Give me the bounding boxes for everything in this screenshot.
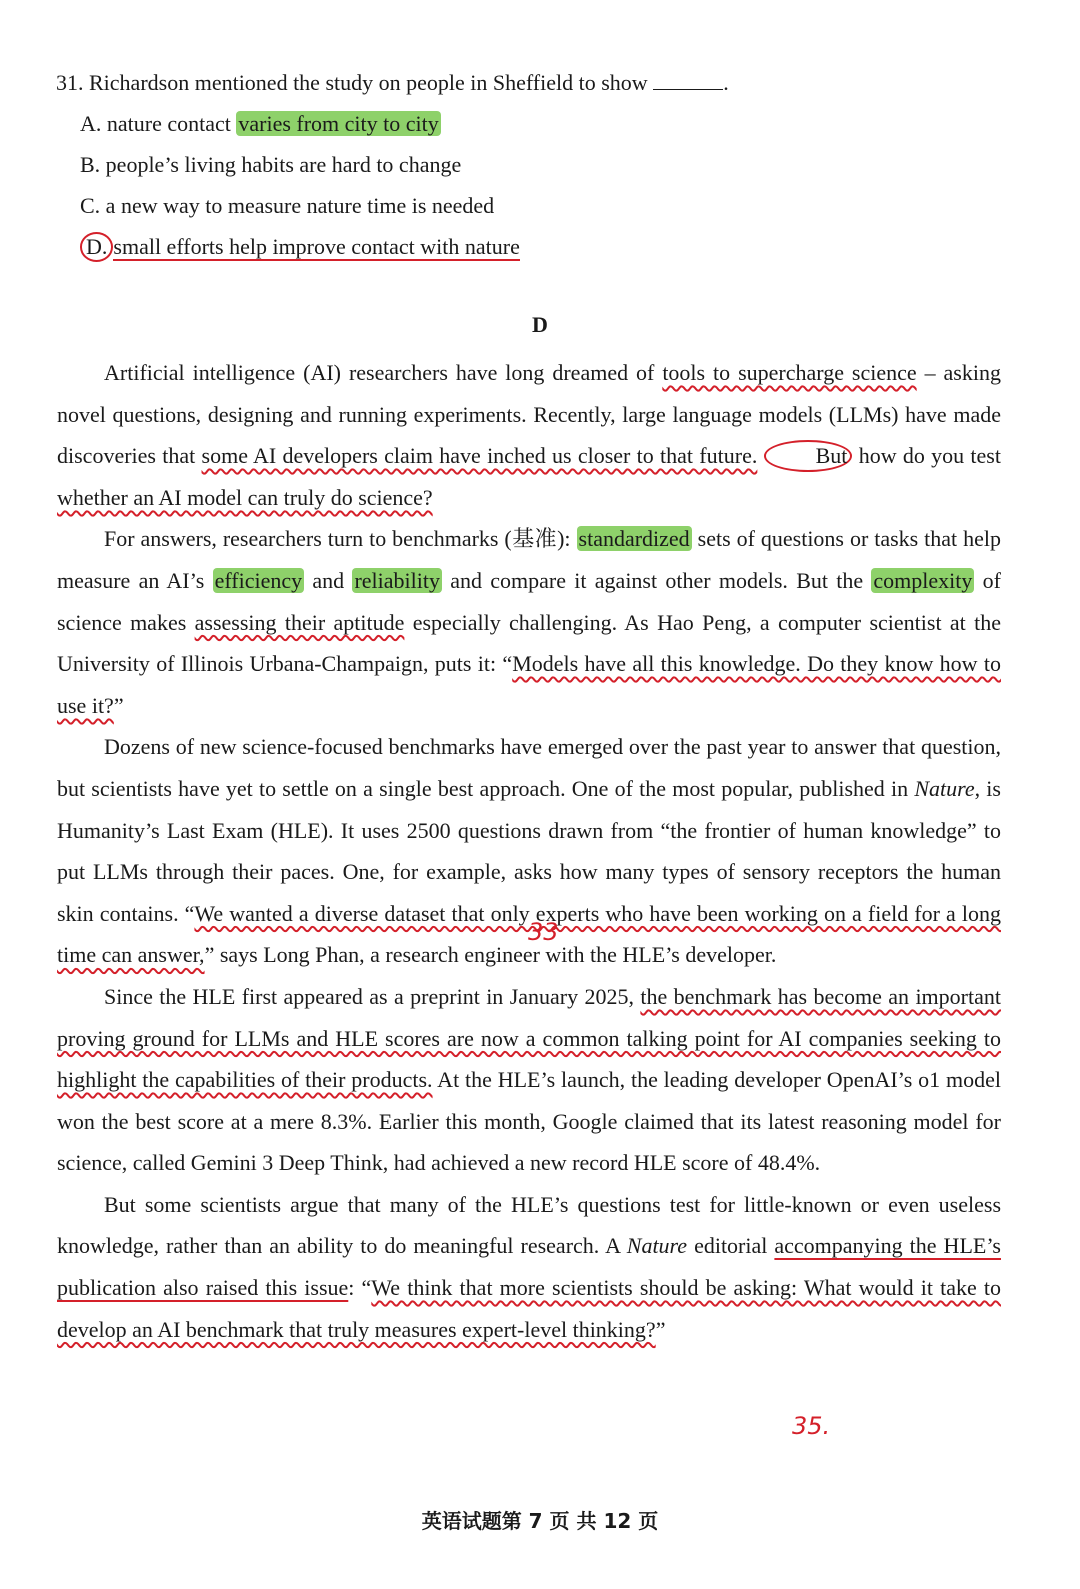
p3-journal-name: Nature: [914, 775, 975, 801]
p2-highlight-standardized: standardized: [578, 526, 690, 552]
answer-blank: [653, 71, 723, 90]
p5-text-g: ”: [655, 1316, 666, 1342]
option-a-highlight: varies from city to city: [238, 111, 439, 136]
option-d: [56, 226, 956, 267]
p2-wavy-underline: assessing their aptitude: [194, 609, 405, 635]
p2-wavy-underline-quote: Models have all this knowledge. Do they know how to use it?: [57, 651, 1001, 718]
section-title: D: [532, 312, 548, 337]
p4-text-a: Since the HLE first appeared as a preprint in January 2025,: [104, 983, 641, 1009]
question-31: [56, 62, 956, 267]
p2-highlight-complexity: complexity: [873, 567, 973, 593]
p5-wavy-underline-quote: We think that more scientists should be asking: What would it take to develop an AI benchmark that truly measures expert-level thinking?: [57, 1275, 1001, 1342]
p3-text-a: Dozens of new science-focused benchmarks have emerged over the past year to answer that question, but scientists have yet to settle on a single best approach. One of the most popular, published in: [57, 734, 1001, 801]
page-footer: 英语试题第 7 页 共 12 页: [421, 1509, 659, 1533]
p5-journal-name: Nature: [626, 1233, 688, 1259]
p2-text-c: sets of questions or tasks that help measure an AI’s: [57, 526, 1001, 593]
paragraph-4: [57, 976, 1001, 1184]
p2-text-g: and compare it against other models. But the: [441, 567, 872, 593]
margin-note-35: 35.: [792, 1412, 831, 1440]
p1-text-g: how do you test: [852, 443, 1001, 469]
p1-wavy-underline-2: some AI developers claim have inched us closer to that future.: [201, 443, 758, 469]
question-stem-end: .: [723, 70, 729, 95]
p1-wavy-underline: tools to supercharge science: [662, 360, 917, 385]
option-c: [56, 185, 956, 226]
question-stem: [56, 62, 956, 103]
p1-wavy-underline-3: whether an AI model can truly do science?: [57, 484, 433, 510]
question-stem-text: 31. Richardson mentioned the study on people in Sheffield to show: [56, 70, 648, 95]
p1-text-a: Artificial intelligence (AI) researchers have long dreamed of: [104, 360, 663, 385]
p5-underline: accompanying the HLE’s publication also raised this issue: [57, 1233, 1001, 1301]
p2-text-e: and: [304, 567, 353, 593]
margin-note-33: 33: [528, 918, 559, 946]
p1-space: [757, 443, 763, 468]
p5-text-a: But some scientists argue that many of the HLE’s questions test for little-known or even useless knowledge, rather than an ability to do meaningful research. A: [57, 1191, 1001, 1259]
option-a: [56, 103, 956, 144]
p2-text-i: of science makes: [57, 567, 1002, 635]
p4-text-c: At the HLE’s launch, the leading developer OpenAI’s o1 model won the best score at a mere 8.3%. Earlier this month, Google claimed that its latest reasoning model for science, called Gemini 3 Deep Think, had achieved a new record HLE score of 48.4%.: [57, 1067, 1001, 1176]
option-b-text: B. people’s living habits are hard to change: [80, 152, 462, 177]
p5-text-c: editorial: [687, 1233, 775, 1259]
option-a-prefix: A. nature contact: [80, 111, 237, 136]
option-b: [56, 144, 956, 185]
p1-circled-but: But: [764, 440, 853, 472]
p3-text-c: , is Humanity’s Last Exam (HLE). It uses 2500 questions drawn from “the frontier of human knowledge” to put LLMs through their paces. One, for example, asks how many types of sensory receptors the human skin contains. “: [57, 775, 1001, 926]
p2-text-a: For answers, researchers turn to benchmarks (基准):: [104, 526, 577, 552]
option-d-text: small efforts help improve contact with nature: [113, 234, 520, 259]
p3-text-e: ” says Long Phan, a research engineer with the HLE’s developer.: [204, 942, 777, 968]
p2-highlight-efficiency: efficiency: [214, 567, 303, 593]
paragraph-1: [57, 352, 1001, 518]
paragraph-2: [57, 518, 1001, 726]
p5-text-e: : “: [348, 1275, 372, 1301]
p2-text-m: ”: [113, 692, 124, 718]
p2-text-k: especially challenging. As Hao Peng, a computer scientist at the University of Illinois Urbana-Champaign, puts it: “: [57, 609, 1001, 677]
paragraph-5: [57, 1184, 1001, 1350]
p2-highlight-reliability: reliability: [354, 567, 440, 593]
option-d-letter-circled: D.: [80, 232, 113, 262]
p4-wavy-underline: the benchmark has become an important proving ground for LLMs and HLE scores are now a common talking point for AI companies seeking to highlight the capabilities of their products.: [57, 983, 1001, 1093]
p3-wavy-underline: We wanted a diverse dataset that only experts who have been working on a field for a long time can answer,: [57, 900, 1001, 968]
passage-d: [57, 352, 1001, 1350]
p1-text-c: – asking novel questions, designing and running experiments. Recently, large language models (LLMs) have made discoveries that: [57, 360, 1001, 469]
option-c-text: C. a new way to measure nature time is needed: [80, 193, 495, 218]
